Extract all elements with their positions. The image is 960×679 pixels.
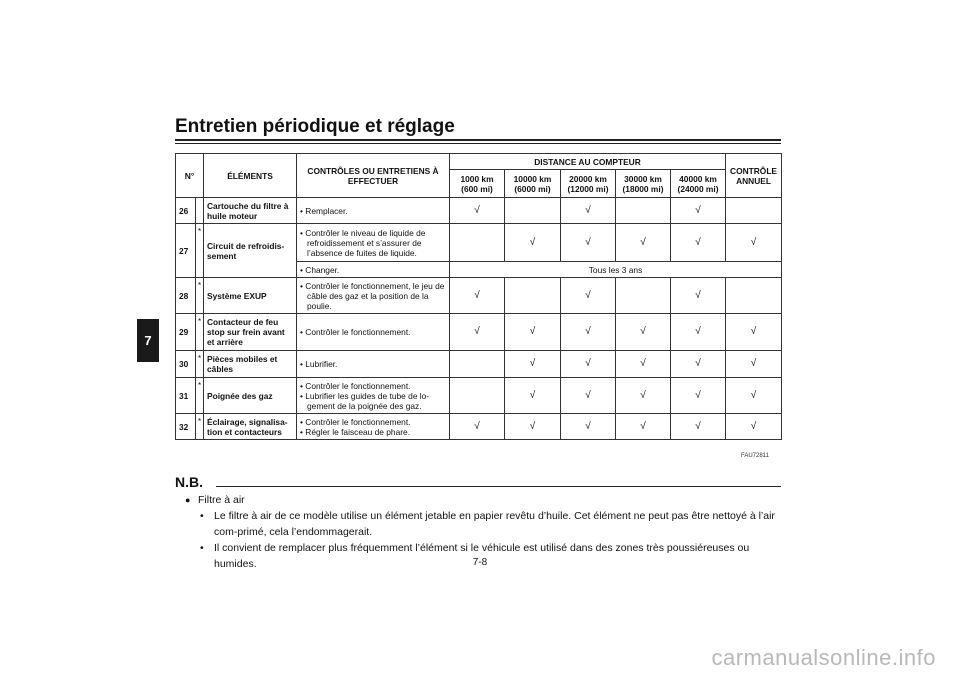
nb-label: N.B. xyxy=(175,474,203,490)
check-mark: √ xyxy=(616,378,671,414)
list-item: • Il convient de remplacer plus fréquemment l’élément si le véhicule est utilisé dans des zones très poussiéreuses ou humides. xyxy=(185,540,781,572)
check-mark: √ xyxy=(561,198,616,224)
check-mark: √ xyxy=(726,314,782,351)
title-rule xyxy=(175,139,781,141)
check-mark: √ xyxy=(616,351,671,378)
table-row: 31 * Poignée des gaz • Contrôler le fonctionnement. • Lubrifier les guides de tube de lo-gement de la poignée des gaz. √ √ √ √ √ xyxy=(176,378,782,414)
check-mark: √ xyxy=(561,314,616,351)
check-mark: √ xyxy=(450,278,505,314)
check-mark: √ xyxy=(616,414,671,440)
header-num: N° xyxy=(176,154,204,198)
interval-note: Tous les 3 ans xyxy=(450,262,782,278)
check-mark: √ xyxy=(505,351,561,378)
table-row: 27 * Circuit de refroidis-sement • Contrôler le niveau de liquide de refroidissement et s’assurer de l’absence de fuites de liquide. √ √ √ √ √ xyxy=(176,224,782,262)
header-dist-3: 20000 km (12000 mi) xyxy=(561,170,616,198)
watermark: carmanualsonline.info xyxy=(711,645,936,670)
check-mark: √ xyxy=(726,378,782,414)
check-mark: √ xyxy=(671,278,726,314)
check-mark: √ xyxy=(561,414,616,440)
page-title: Entretien périodique et réglage xyxy=(175,116,455,137)
check-mark: √ xyxy=(561,224,616,262)
check-mark: √ xyxy=(505,414,561,440)
check-mark: √ xyxy=(671,224,726,262)
check-mark: √ xyxy=(561,278,616,314)
check-mark: √ xyxy=(726,351,782,378)
document-code: FAU72811 xyxy=(741,453,769,459)
header-annual: CONTRÔLE ANNUEL xyxy=(726,154,782,198)
check-mark: √ xyxy=(616,314,671,351)
check-mark: √ xyxy=(561,351,616,378)
check-mark: √ xyxy=(561,378,616,414)
list-item: • Le filtre à air de ce modèle utilise un élément jetable en papier revêtu d’huile. Cet élément ne peut pas être nettoyé à l’air com-primé, cela l’endommagerait. xyxy=(185,508,781,540)
check-mark: √ xyxy=(671,414,726,440)
table-row: 29 * Contacteur de feu stop sur frein avant et arrière • Contrôler le fonctionnement. √ √ √ √ √ √ xyxy=(176,314,782,351)
check-mark: √ xyxy=(450,314,505,351)
header-dist-4: 30000 km (18000 mi) xyxy=(616,170,671,198)
nb-rule xyxy=(216,486,781,487)
nb-heading: ● Filtre à air xyxy=(185,492,781,508)
table-row: 28 * Système EXUP • Contrôler le fonctionnement, le jeu de câble des gaz et la position de la poulie. √ √ √ xyxy=(176,278,782,314)
check-mark: √ xyxy=(616,224,671,262)
header-elements: ÉLÉMENTS xyxy=(204,154,297,198)
table-row: 30 * Pièces mobiles et câbles • Lubrifier. √ √ √ √ √ xyxy=(176,351,782,378)
header-distance: DISTANCE AU COMPTEUR xyxy=(450,154,726,170)
table-row: • Changer. Tous les 3 ans xyxy=(176,262,782,278)
page-number: 7-8 xyxy=(472,557,488,568)
check-mark: √ xyxy=(450,414,505,440)
chapter-tab: 7 xyxy=(137,319,159,362)
check-mark: √ xyxy=(671,198,726,224)
header-dist-2: 10000 km (6000 mi) xyxy=(505,170,561,198)
check-mark: √ xyxy=(450,198,505,224)
header-dist-5: 40000 km (24000 mi) xyxy=(671,170,726,198)
check-mark: √ xyxy=(671,314,726,351)
header-controls: CONTRÔLES OU ENTRETIENS À EFFECTUER xyxy=(297,154,450,198)
check-mark: √ xyxy=(726,224,782,262)
check-mark: √ xyxy=(505,314,561,351)
check-mark: √ xyxy=(726,414,782,440)
maintenance-table xyxy=(175,153,782,440)
table-row: 26 Cartouche du filtre à huile moteur • Remplacer. √ √ √ xyxy=(176,198,782,224)
title-rule-thin xyxy=(175,143,781,144)
table-row: 32 * Éclairage, signalisa-tion et contacteurs • Contrôler le fonctionnement. • Régler le faisceau de phare. √ √ √ √ √ √ xyxy=(176,414,782,440)
header-dist-1: 1000 km (600 mi) xyxy=(450,170,505,198)
check-mark: √ xyxy=(671,351,726,378)
check-mark: √ xyxy=(671,378,726,414)
check-mark: √ xyxy=(505,224,561,262)
check-mark: √ xyxy=(505,378,561,414)
